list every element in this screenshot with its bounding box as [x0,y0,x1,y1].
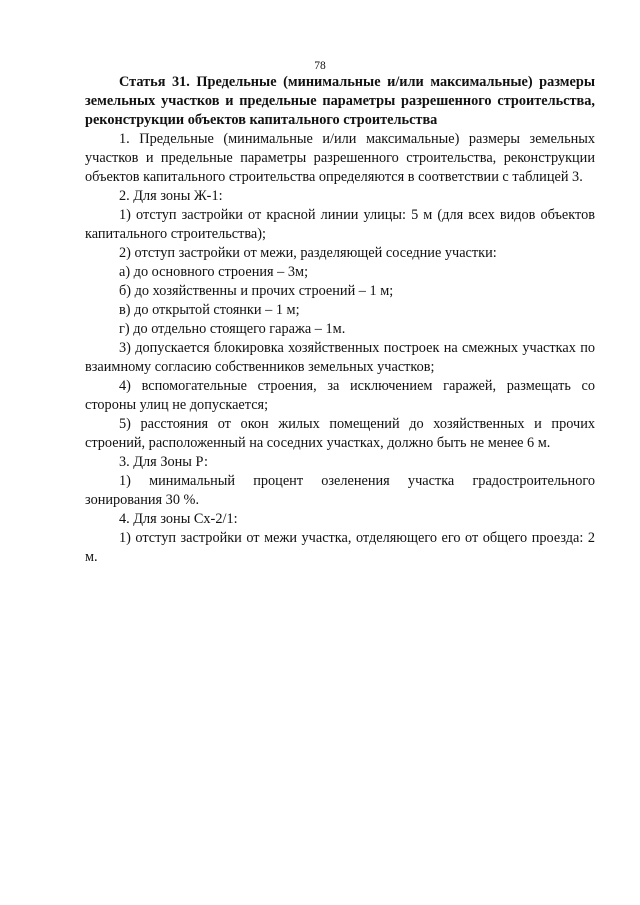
paragraph-boundary-setback: 2) отступ застройки от межи, разделяющей соседние участки: [119,245,497,261]
paragraph-red-line-setback: 1) отступ застройки от красной линии улицы: 5 м (для всех видов объектов капитального строительства); [85,207,595,242]
paragraph-outbuildings: б) до хозяйственны и прочих строений – 1 м; [119,283,394,299]
paragraph-zone-r-heading: 3. Для Зоны Р: [119,454,208,470]
paragraph-general-limits: 1. Предельные (минимальные и/или максимальные) размеры земельных участков и предельные параметры разрешенного строительства, реконструкции объектов капитального строительства определяются в соответствии с таблицей 3. [85,131,595,185]
paragraph-auxiliary-buildings: 4) вспомогательные строения, за исключением гаражей, размещать со стороны улиц не допускается; [85,378,595,413]
document-body [85,73,595,567]
paragraph-main-building: а) до основного строения – 3м; [119,264,309,280]
paragraph-blocking: 3) допускается блокировка хозяйственных построек на смежных участках по взаимному согласию собственников земельных участков; [85,340,595,375]
paragraph-passage-setback: 1) отступ застройки от межи участка, отделяющего его от общего проезда: 2 м. [85,530,595,565]
paragraph-open-parking: в) до открытой стоянки – 1 м; [119,302,300,318]
paragraph-zone-sx-heading: 4. Для зоны Сх-2/1: [119,511,238,527]
paragraph-zone-zh1-heading: 2. Для зоны Ж-1: [119,188,223,204]
paragraph-greening: 1) минимальный процент озеленения участка градостроительного зонирования 30 %. [85,473,595,508]
page-number: 78 [314,60,326,72]
article-title: Статья 31. Предельные (минимальные и/или максимальные) размеры земельных участков и предельные параметры разрешенного строительства, реконструкции объектов капитального строительства [85,74,595,128]
paragraph-garage: г) до отдельно стоящего гаража – 1м. [119,321,346,337]
paragraph-window-distance: 5) расстояния от окон жилых помещений до хозяйственных и прочих строений, расположенный на соседних участках, должно быть не менее 6 м. [85,416,595,451]
